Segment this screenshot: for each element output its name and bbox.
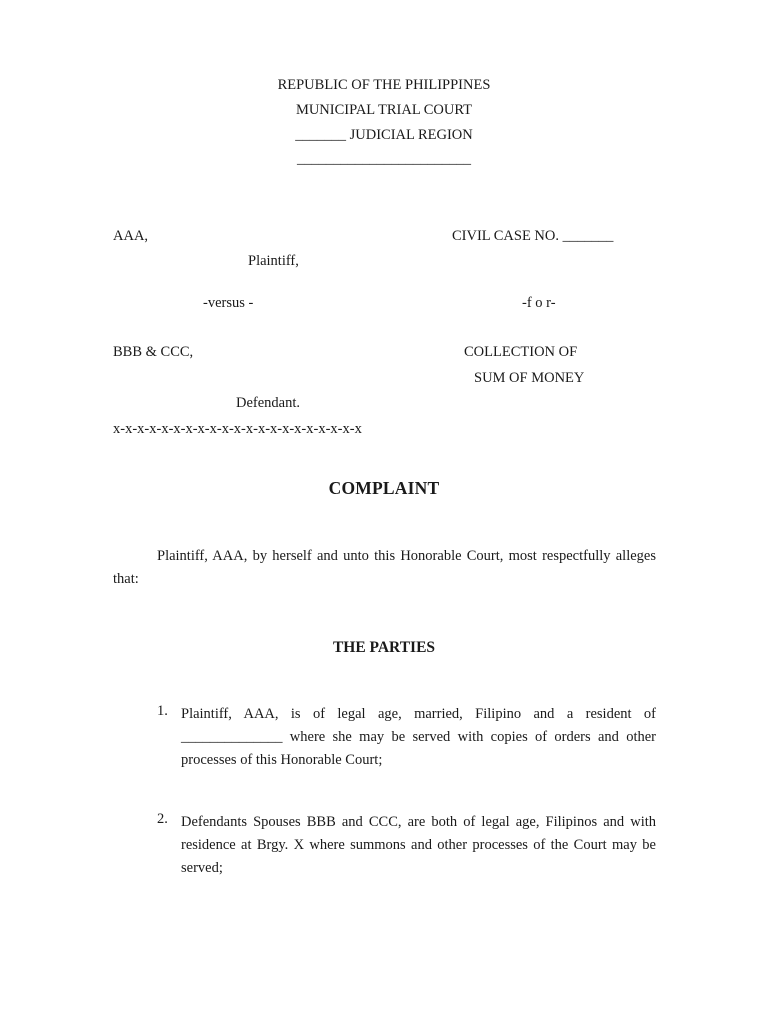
case-nature-line1: COLLECTION OF — [464, 344, 578, 360]
plaintiff-name: AAA, — [113, 228, 149, 244]
header-branch-blank: ________________________ — [297, 151, 471, 167]
defendant-role: Defendant. — [236, 395, 301, 411]
list-item-text: Plaintiff, AAA, is of legal age, married, Filipino and a resident of ______________ where she may be served with copies of orders and other processes of this Honorable Court; — [181, 706, 656, 768]
header-republic: REPUBLIC OF THE PHILIPPINES — [277, 77, 491, 93]
list-item-number: 2. — [157, 811, 168, 827]
list-item-text: Defendants Spouses BBB and CCC, are both of legal age, Filipinos and with residence at Brgy. X where summons and other processes of the Court may be served; — [181, 814, 656, 876]
caption-separator: x-x-x-x-x-x-x-x-x-x-x-x-x-x-x-x-x-x-x-x-x — [113, 421, 362, 437]
header-court: MUNICIPAL TRIAL COURT — [295, 102, 473, 118]
intro-paragraph — [113, 545, 656, 591]
versus-label: -versus - — [203, 295, 254, 311]
plaintiff-role: Plaintiff, — [248, 253, 299, 269]
section-heading-parties: THE PARTIES — [332, 639, 436, 656]
case-nature-line2: SUM OF MONEY — [474, 370, 585, 386]
civil-case-number: CIVIL CASE NO. _______ — [452, 228, 614, 244]
for-label: -f o r- — [522, 295, 556, 311]
document-title: COMPLAINT — [328, 478, 440, 498]
intro-text: Plaintiff, AAA, by herself and unto this Honorable Court, most respectfully alleges that: — [113, 548, 656, 587]
list-item-number: 1. — [157, 703, 168, 719]
defendant-name: BBB & CCC, — [113, 344, 194, 360]
header-region: _______ JUDICIAL REGION — [295, 127, 473, 143]
